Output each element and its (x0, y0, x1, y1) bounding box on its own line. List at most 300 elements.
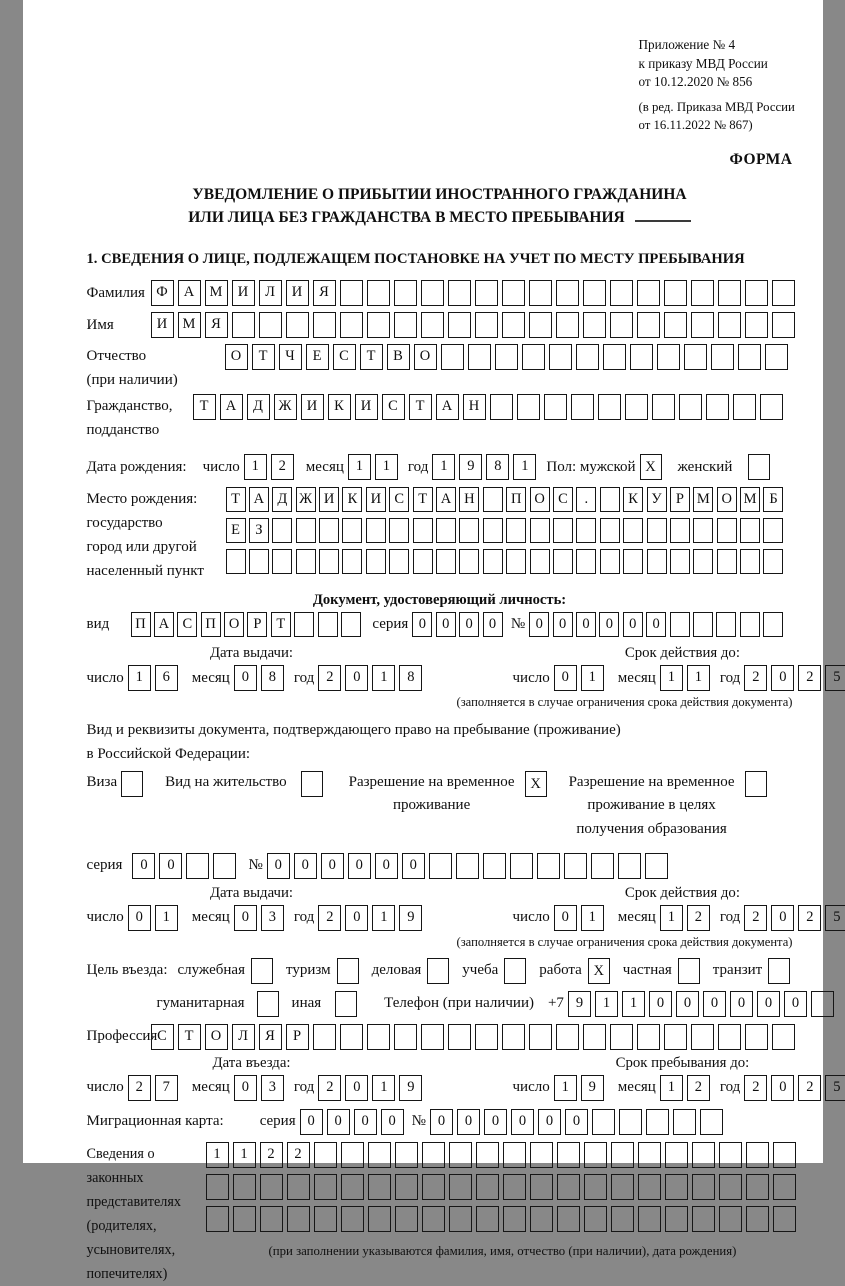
annex-line: Приложение № 4 (639, 36, 793, 55)
sex-male-checkbox: X (640, 454, 662, 480)
representatives-label-line6: попечителях) (87, 1262, 206, 1286)
char-cell (502, 1024, 525, 1050)
option-education-residence-label-line2: проживание в целях (569, 794, 735, 817)
patronymic-cells (225, 344, 792, 370)
char-cell: 0 (345, 905, 368, 931)
char-cell: З (249, 518, 269, 543)
char-cell: К (328, 394, 351, 420)
phone-label: Телефон (при наличии) (384, 995, 534, 1012)
char-cell: 0 (234, 905, 257, 931)
char-cell: 0 (484, 1109, 507, 1135)
month-label: месяц (618, 1079, 656, 1096)
residence-issue-day-cells (128, 905, 182, 931)
char-cell: 5 (825, 1075, 845, 1101)
char-cell (314, 1142, 337, 1168)
char-cell: 0 (375, 853, 398, 879)
char-cell: Т (360, 344, 383, 370)
char-cell (610, 1024, 633, 1050)
doc-series-label: серия (372, 616, 408, 633)
char-cell (502, 280, 525, 306)
char-cell: 0 (511, 1109, 534, 1135)
char-cell (600, 518, 620, 543)
char-cell (670, 518, 690, 543)
char-cell (367, 280, 390, 306)
char-cell (740, 518, 760, 543)
char-cell (556, 280, 579, 306)
char-cell (510, 853, 533, 879)
char-cell (773, 1206, 796, 1232)
purpose-label: Цель въезда: (87, 962, 168, 979)
char-cell (259, 312, 282, 338)
char-cell (517, 394, 540, 420)
char-cell (530, 549, 550, 574)
birth-year-cells (432, 454, 540, 480)
char-cell (584, 1206, 607, 1232)
purpose-transit-checkbox (768, 958, 790, 984)
char-cell: Б (763, 487, 783, 512)
char-cell (475, 1024, 498, 1050)
char-cell: П (131, 612, 151, 637)
representatives-label-line5: усыновителях, (87, 1238, 206, 1262)
form-title-line2: ИЛИ ЛИЦА БЕЗ ГРАЖДАНСТВА В МЕСТО ПРЕБЫВАНИЯ (188, 209, 624, 226)
char-cell: 2 (271, 454, 294, 480)
char-cell (772, 312, 795, 338)
year-label: год (294, 909, 314, 926)
char-cell (592, 1109, 615, 1135)
char-cell: И (366, 487, 386, 512)
char-cell (665, 1174, 688, 1200)
char-cell (773, 1142, 796, 1168)
char-cell (700, 1109, 723, 1135)
char-cell: 1 (348, 454, 371, 480)
char-cell (421, 312, 444, 338)
char-cell (495, 344, 518, 370)
char-cell (449, 1206, 472, 1232)
purpose-official-label: служебная (177, 962, 245, 979)
sex-male-label: Пол: мужской (546, 459, 635, 476)
char-cell: М (693, 487, 713, 512)
char-cell (206, 1206, 229, 1232)
doc-kind-label: вид (87, 616, 131, 633)
char-cell (506, 549, 526, 574)
char-cell: Е (226, 518, 246, 543)
char-cell (319, 518, 339, 543)
char-cell (718, 312, 741, 338)
purpose-transit-label: транзит (713, 962, 762, 979)
char-cell: 8 (261, 665, 284, 691)
representatives-label-line2: законных (87, 1166, 206, 1190)
char-cell (598, 394, 621, 420)
char-cell (294, 612, 314, 637)
residence-doc-intro2: в Российской Федерации: (87, 746, 793, 763)
char-cell (529, 312, 552, 338)
day-label: число (87, 909, 124, 926)
char-cell: 1 (513, 454, 536, 480)
char-cell (448, 312, 471, 338)
char-cell: 3 (261, 1075, 284, 1101)
char-cell: 0 (348, 853, 371, 879)
char-cell (556, 312, 579, 338)
char-cell (367, 1024, 390, 1050)
residence-expiry-year-cells (744, 905, 845, 931)
char-cell (733, 394, 756, 420)
char-cell (421, 280, 444, 306)
identity-doc-heading: Документ, удостоверяющий личность: (87, 592, 793, 609)
option-residence-permit-label: Вид на жительство (165, 771, 286, 794)
char-cell (557, 1174, 580, 1200)
char-cell (394, 312, 417, 338)
residence-expiry-month-cells (660, 905, 714, 931)
char-cell (395, 1174, 418, 1200)
char-cell (765, 344, 788, 370)
char-cell (422, 1142, 445, 1168)
amendment-line: (в ред. Приказа МВД России (639, 98, 793, 116)
representatives-label-line4: (родителях, (87, 1214, 206, 1238)
char-cell (506, 518, 526, 543)
char-cell (773, 1174, 796, 1200)
char-cell (638, 1206, 661, 1232)
sex-female-label: женский (678, 459, 733, 476)
char-cell (483, 487, 503, 512)
char-cell: 0 (730, 991, 753, 1017)
char-cell (576, 549, 596, 574)
char-cell: 0 (623, 612, 643, 637)
char-cell (287, 1174, 310, 1200)
doc-expiry-month-cells (660, 665, 714, 691)
option-temp-residence-label-line2: проживание (349, 794, 515, 817)
char-cell (503, 1142, 526, 1168)
char-cell: 0 (676, 991, 699, 1017)
day-label: число (513, 1079, 550, 1096)
form-label: ФОРМА (87, 151, 793, 169)
char-cell (413, 549, 433, 574)
char-cell: 1 (372, 905, 395, 931)
char-cell (673, 1109, 696, 1135)
char-cell (584, 1174, 607, 1200)
char-cell (576, 344, 599, 370)
char-cell (260, 1206, 283, 1232)
char-cell (313, 1024, 336, 1050)
birthplace-label-state: государство (87, 511, 226, 535)
form-title-line1: УВЕДОМЛЕНИЕ О ПРИБЫТИИ ИНОСТРАННОГО ГРАЖДАНИНА (87, 183, 793, 206)
char-cell (691, 280, 714, 306)
char-cell (368, 1174, 391, 1200)
birthdate-label: Дата рождения: (87, 459, 187, 476)
char-cell (468, 344, 491, 370)
char-cell (206, 1174, 229, 1200)
purpose-business-label: деловая (372, 962, 422, 979)
char-cell: Ч (279, 344, 302, 370)
char-cell: 1 (155, 905, 178, 931)
residence-expiry-caption: Срок действия до: (513, 885, 845, 902)
char-cell: 0 (430, 1109, 453, 1135)
char-cell (718, 1024, 741, 1050)
char-cell (745, 1024, 768, 1050)
char-cell (619, 1109, 642, 1135)
doc-issue-caption: Дата выдачи: (87, 645, 417, 662)
char-cell: О (530, 487, 550, 512)
char-cell (530, 1206, 553, 1232)
char-cell (341, 612, 361, 637)
char-cell: 9 (399, 1075, 422, 1101)
char-cell (544, 394, 567, 420)
char-cell (618, 853, 641, 879)
amendment-reference (639, 98, 793, 134)
char-cell: Т (252, 344, 275, 370)
char-cell (503, 1174, 526, 1200)
phone-cells (568, 991, 838, 1017)
char-cell (476, 1174, 499, 1200)
char-cell (693, 612, 713, 637)
char-cell: О (225, 344, 248, 370)
doc-expiry-year-cells (744, 665, 845, 691)
char-cell: С (389, 487, 409, 512)
char-cell (600, 487, 620, 512)
char-cell (745, 312, 768, 338)
char-cell (272, 549, 292, 574)
residence-issue-month-cells (234, 905, 288, 931)
char-cell: 0 (132, 853, 155, 879)
char-cell: 2 (687, 1075, 710, 1101)
char-cell (296, 518, 316, 543)
purpose-study-label: учеба (462, 962, 498, 979)
char-cell: 1 (206, 1142, 229, 1168)
char-cell (342, 518, 362, 543)
char-cell (366, 518, 386, 543)
char-cell: 1 (660, 905, 683, 931)
char-cell (670, 549, 690, 574)
char-cell: 0 (321, 853, 344, 879)
char-cell: И (232, 280, 255, 306)
char-cell (719, 1142, 742, 1168)
char-cell (342, 549, 362, 574)
entry-month-cells (234, 1075, 288, 1101)
residence-issue-year-cells (318, 905, 426, 931)
doc-number-cells (529, 612, 786, 637)
char-cell (233, 1206, 256, 1232)
char-cell: 2 (798, 665, 821, 691)
representatives-cells-row2 (206, 1174, 800, 1200)
char-cell (638, 1142, 661, 1168)
char-cell: М (740, 487, 760, 512)
char-cell: Т (178, 1024, 201, 1050)
char-cell: О (414, 344, 437, 370)
day-label: число (513, 909, 550, 926)
char-cell: 2 (744, 665, 767, 691)
char-cell: Д (247, 394, 270, 420)
doc-number-label: № (511, 616, 525, 633)
char-cell: И (355, 394, 378, 420)
char-cell (692, 1142, 715, 1168)
char-cell: Т (271, 612, 291, 637)
char-cell (760, 394, 783, 420)
char-cell: У (647, 487, 667, 512)
month-label: месяц (618, 909, 656, 926)
char-cell: Я (259, 1024, 282, 1050)
char-cell: 2 (287, 1142, 310, 1168)
char-cell: 2 (744, 905, 767, 931)
char-cell (422, 1174, 445, 1200)
char-cell: С (553, 487, 573, 512)
arrival-notification-form (23, 0, 823, 1163)
char-cell: Ж (274, 394, 297, 420)
char-cell (502, 312, 525, 338)
char-cell (645, 853, 668, 879)
char-cell (665, 1206, 688, 1232)
purpose-other-label: иная (292, 995, 322, 1012)
char-cell: 0 (538, 1109, 561, 1135)
char-cell: 0 (771, 1075, 794, 1101)
char-cell: 0 (345, 1075, 368, 1101)
purpose-official-checkbox (251, 958, 273, 984)
migration-number-label: № (412, 1113, 426, 1130)
char-cell (718, 280, 741, 306)
residence-doc-options (87, 771, 793, 841)
char-cell (459, 549, 479, 574)
char-cell (422, 1206, 445, 1232)
char-cell: 2 (318, 905, 341, 931)
birth-day-cells (244, 454, 298, 480)
representatives-label-line3: представителях (87, 1190, 206, 1214)
purpose-tourism-checkbox (337, 958, 359, 984)
char-cell (549, 344, 572, 370)
char-cell (630, 344, 653, 370)
char-cell: 0 (294, 853, 317, 879)
day-label: число (87, 670, 124, 687)
firstname-cells (151, 312, 799, 338)
doc-issue-day-cells (128, 665, 182, 691)
char-cell (691, 1024, 714, 1050)
char-cell (436, 518, 456, 543)
residence-series-cells (132, 853, 240, 879)
char-cell (583, 280, 606, 306)
year-label: год (720, 670, 740, 687)
char-cell: Т (413, 487, 433, 512)
stay-month-cells (660, 1075, 714, 1101)
representatives-note: (при заполнении указываются фамилия, имя, отчество (при наличии), дата рождения) (206, 1244, 800, 1259)
char-cell: 3 (261, 905, 284, 931)
entry-day-cells (128, 1075, 182, 1101)
birth-month-label: месяц (306, 459, 344, 476)
profession-cells (151, 1024, 799, 1050)
char-cell: 0 (599, 612, 619, 637)
birth-year-label: год (408, 459, 428, 476)
citizenship-sublabel: подданство (87, 418, 193, 442)
char-cell: О (205, 1024, 228, 1050)
char-cell (584, 1142, 607, 1168)
purpose-humanitarian-checkbox (257, 991, 279, 1017)
char-cell (530, 518, 550, 543)
char-cell: К (342, 487, 362, 512)
char-cell: 0 (576, 612, 596, 637)
char-cell: Н (463, 394, 486, 420)
char-cell: 0 (128, 905, 151, 931)
char-cell: Р (247, 612, 267, 637)
doc-issue-year-cells (318, 665, 426, 691)
char-cell (314, 1174, 337, 1200)
char-cell (684, 344, 707, 370)
section1-heading: 1. СВЕДЕНИЯ О ЛИЦЕ, ПОДЛЕЖАЩЕМ ПОСТАНОВКЕ НА УЧЕТ ПО МЕСТУ ПРЕБЫВАНИЯ (87, 251, 793, 268)
char-cell (395, 1206, 418, 1232)
char-cell (637, 280, 660, 306)
char-cell: 0 (354, 1109, 377, 1135)
month-label: месяц (192, 670, 230, 687)
migration-series-cells (300, 1109, 408, 1135)
char-cell (537, 853, 560, 879)
purpose-study-checkbox (504, 958, 526, 984)
char-cell (719, 1206, 742, 1232)
char-cell (670, 612, 690, 637)
char-cell (610, 312, 633, 338)
char-cell (717, 549, 737, 574)
char-cell (436, 549, 456, 574)
char-cell: И (151, 312, 174, 338)
char-cell: 1 (128, 665, 151, 691)
purpose-humanitarian-label: гуманитарная (157, 995, 245, 1012)
char-cell (449, 1174, 472, 1200)
char-cell (763, 518, 783, 543)
char-cell: 1 (581, 905, 604, 931)
representatives-label-line1: Сведения о (87, 1142, 206, 1166)
char-cell (706, 394, 729, 420)
char-cell: К (623, 487, 643, 512)
residence-expiry-day-cells (554, 905, 608, 931)
char-cell: 0 (771, 905, 794, 931)
patronymic-sublabel: (при наличии) (87, 368, 225, 392)
char-cell: 1 (375, 454, 398, 480)
char-cell (637, 312, 660, 338)
char-cell: 1 (432, 454, 455, 480)
char-cell (664, 312, 687, 338)
char-cell: С (151, 1024, 174, 1050)
char-cell: 0 (457, 1109, 480, 1135)
annex-reference (639, 36, 793, 92)
char-cell: 1 (687, 665, 710, 691)
char-cell: И (301, 394, 324, 420)
birthplace-cells-row2 (226, 518, 787, 543)
char-cell: Т (193, 394, 216, 420)
char-cell: В (387, 344, 410, 370)
char-cell (647, 549, 667, 574)
char-cell (503, 1206, 526, 1232)
char-cell (341, 1174, 364, 1200)
char-cell (476, 1206, 499, 1232)
char-cell (692, 1206, 715, 1232)
char-cell (716, 612, 736, 637)
citizenship-label: Гражданство, (87, 394, 193, 418)
purpose-business-checkbox (427, 958, 449, 984)
option-residence-permit-checkbox (301, 771, 323, 797)
char-cell: Р (670, 487, 690, 512)
char-cell: 0 (757, 991, 780, 1017)
char-cell (318, 612, 338, 637)
char-cell (421, 1024, 444, 1050)
birthplace-label: Место рождения: (87, 487, 226, 511)
char-cell (529, 280, 552, 306)
char-cell: 0 (327, 1109, 350, 1135)
char-cell: С (382, 394, 405, 420)
char-cell: 0 (703, 991, 726, 1017)
char-cell (553, 518, 573, 543)
char-cell (314, 1206, 337, 1232)
char-cell: 1 (660, 665, 683, 691)
char-cell (530, 1142, 553, 1168)
migration-number-cells (430, 1109, 727, 1135)
char-cell (693, 518, 713, 543)
char-cell: 0 (267, 853, 290, 879)
char-cell (583, 312, 606, 338)
char-cell: 7 (155, 1075, 178, 1101)
